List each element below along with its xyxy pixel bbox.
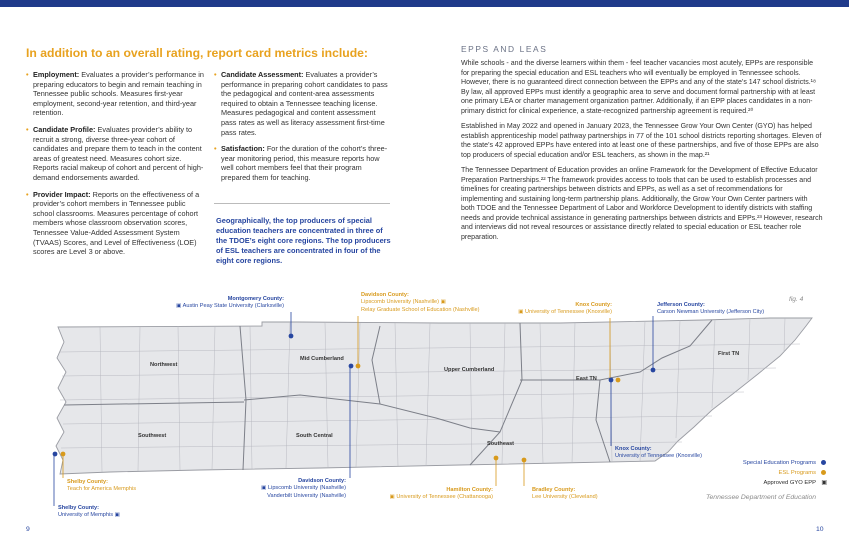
label-shelby-blue: Shelby County: University of Memphis ▣ <box>58 505 120 519</box>
legend-gyo: Approved GYO EPP ▣ <box>763 480 827 486</box>
callout-text: Geographically, the top producers of special education teachers are concentrated in three of the TDOE’s eight core regions. The top producers of ESL teachers are concentrated in four of the eight core regions. <box>216 216 391 265</box>
metric-candidate-profile: • Candidate Profile: Evaluates provider’s ability to recruit a strong, diverse three-year cohort of candidates and prepare them to teach in the content areas of greatest need. Measures cohort size. Reports racial makeup of cohort and percent of high-demand endorsements awarded. <box>26 124 204 182</box>
label-montgomery: Montgomery County: ▣ Austin Peay State University (Clarksville) <box>176 296 284 310</box>
metric-candidate-assessment: • Candidate Assessment: Evaluates a provider’s performance in preparing cohort candidates to pass the pedagogical and content-area assessments required to obtain a Tennessee teaching license. Measures pedagogical and content assessment pass rates as well as literacy assessment first-time pass rates. <box>214 70 388 137</box>
map-credit: Tennessee Department of Education <box>706 494 817 501</box>
legend-sped: Special Education Programs <box>700 458 826 468</box>
page-number-left: 9 <box>26 526 30 533</box>
region-northwest: Northwest <box>150 362 178 368</box>
marker-shelby-esl <box>61 452 66 457</box>
marker-hamilton <box>494 456 499 461</box>
label-davidson-top: Davidson County: Lipscomb University (Nashville) ▣ Relay Graduate School of Education (Nashville) <box>361 292 480 313</box>
label-jefferson: Jefferson County: Carson Newman University (Jefferson City) <box>657 302 765 316</box>
marker-knox-sped <box>609 378 614 383</box>
paragraph: Established in May 2022 and opened in January 2023, the Tennessee Grow Your Own Center (GYO) has helped establish apprenticeship model pathway partnerships in 77 of the 101 school districts reporting shortages. Eleven of the state’s 42 approved EPPs have entered into at least one of these partnerships, and five of those EPPs are also top producers of special education and/or ESL teachers, as shown in the map.²¹ <box>461 123 822 159</box>
label-davidson-bottom: Davidson County: ▣ Lipscomb University (Nashville) Vanderbilt University (Nashville) <box>261 478 346 499</box>
marker-jefferson <box>651 368 656 373</box>
label-knox-bottom: Knox County: University of Tennessee (Knoxville) <box>615 446 702 460</box>
metric-satisfaction: • Satisfaction: For the duration of the cohort’s three-year monitoring period, this measure reports how well cohort members feel that their program prepared them for teaching. <box>214 144 388 182</box>
marker-bradley <box>522 458 527 463</box>
page-headline: In addition to an overall rating, report card metrics include: <box>26 46 368 60</box>
region-east-tn: East TN <box>576 376 597 382</box>
region-mid-cumberland: Mid Cumberland <box>300 356 344 362</box>
marker-shelby-sped <box>53 452 58 457</box>
marker-davidson-esl <box>356 364 361 369</box>
region-southwest: Southwest <box>138 433 167 439</box>
label-hamilton: Hamilton County: ▣ University of Tennessee (Chattanooga) <box>389 487 493 501</box>
paragraph: While schools - and the diverse learners within them - feel teacher vacancies most acutely, EPPs are responsible for preparing the special education and ESL teachers who will eventually be employed in Tennessee schools. However, there is no guaranteed direct connection between the EPPs and any of the state’s 147 school districts.¹⁸ By law, all approved EPPs must identify a geographic area to serve and document formal partnership with at least one primary LEA or charter management organization partner. Additionally, if an EPP places candidates in a non-primary district for clinical experience, a state-recognized partnership agreement is required.²⁰ <box>461 60 817 115</box>
region-first-tn: First TN <box>718 351 740 357</box>
page-number-right: 10 <box>816 526 824 533</box>
gyo-icon: ▣ <box>821 480 827 486</box>
legend-esl: ESL Programs <box>700 468 826 478</box>
paragraph: The Tennessee Department of Education provides an online Framework for the Development of Effective Educator Preparation Partnerships.²² The framework provides access to tools that can be used to establish processes and timelines for creating partnerships between districts and EPPs, as well as a set of recommendations for implementing and sustaining long-term partnership plans. Additionally, the Grow Your Own Center partners with both TDOE and the Tennessee Department of Labor and Workforce Development to identify districts with staffing needs and provide technical assistance in generating partnerships between districts and EPPs.²³ However, research and interviews did not reveal resources or assistance directly related to special education or ESL teacher role preparation. <box>461 167 823 241</box>
label-knox-top: Knox County: ▣ University of Tennessee (Knoxville) <box>518 302 612 316</box>
region-southeast: Southeast <box>487 441 515 447</box>
marker-montgomery <box>289 334 294 339</box>
section-eyebrow: EPPS AND LEAS <box>461 44 548 54</box>
label-shelby-gold: Shelby County: Teach for America Memphis <box>67 479 137 493</box>
metric-provider-impact: • Provider Impact: Reports on the effectiveness of a provider’s cohort members in Tennessee public school classrooms. Measures percentage of cohort members whose classroom observation scores, Tennessee Value-Added Assessment System (TVAAS) Scores, and Level of Effectiveness (LOE) scores are Level 3 or above. <box>26 189 200 257</box>
label-bradley: Bradley County: Lee University (Cleveland) <box>532 487 598 501</box>
marker-knox-esl <box>616 378 621 383</box>
region-south-central: South Central <box>296 433 333 439</box>
metric-employment: • Employment: Evaluates a provider’s performance in preparing educators to begin and remain teaching in Tennessee public schools. Measures first-year employment, second-year retention, and third-year retention. <box>26 70 204 118</box>
region-upper-cumberland: Upper Cumberland <box>444 367 495 373</box>
marker-davidson-sped <box>349 364 354 369</box>
figure-label: fig. 4 <box>789 296 804 303</box>
map-legend <box>700 458 826 488</box>
